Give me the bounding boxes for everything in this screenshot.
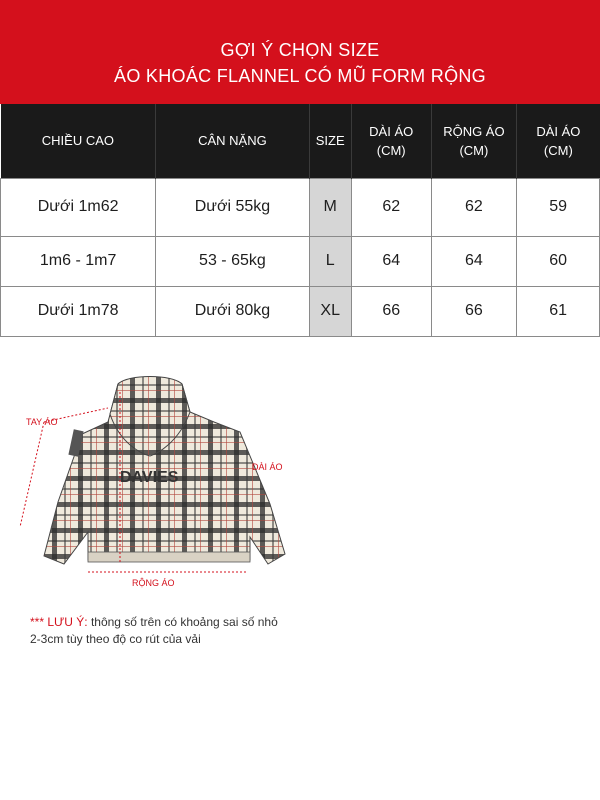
- cell-width: 62: [431, 178, 517, 236]
- cell-height: Dưới 1m78: [1, 286, 156, 336]
- cell-weight: 53 - 65kg: [156, 236, 309, 286]
- cell-weight: Dưới 80kg: [156, 286, 309, 336]
- column-header-weight: CÂN NẶNG: [156, 104, 309, 178]
- cell-sleeve: 59: [517, 178, 600, 236]
- column-header-height: CHIỀU CAO: [1, 104, 156, 178]
- length-label: DÀI ÁO: [252, 462, 283, 472]
- header-title-line2: ÁO KHOÁC FLANNEL CÓ MŨ FORM RỘNG: [114, 66, 486, 86]
- column-header-size: SIZE: [309, 104, 351, 178]
- column-header-width: RỘNG ÁO (CM): [431, 104, 517, 178]
- cell-weight: Dưới 55kg: [156, 178, 309, 236]
- cell-length: 66: [351, 286, 431, 336]
- cell-sleeve: 61: [517, 286, 600, 336]
- cell-height: 1m6 - 1m7: [1, 236, 156, 286]
- note-text: thông số trên có khoảng sai số nhỏ 2-3cm tùy theo độ co rút của vải: [30, 615, 278, 646]
- header-title-line1: GỢI Ý CHỌN SIZE: [220, 40, 380, 60]
- cell-width: 66: [431, 286, 517, 336]
- cell-width: 64: [431, 236, 517, 286]
- column-header-length: DÀI ÁO (CM): [351, 104, 431, 178]
- cell-sleeve: 60: [517, 236, 600, 286]
- width-label: RỘNG ÁO: [132, 578, 175, 588]
- brand-print: DAVIES: [120, 469, 179, 486]
- table-row: [1, 286, 600, 336]
- cell-size: L: [309, 236, 351, 286]
- header-banner: [0, 0, 600, 104]
- cell-length: 64: [351, 236, 431, 286]
- cell-size: M: [309, 178, 351, 236]
- sleeve-label: TAY ÁO: [26, 417, 58, 427]
- cell-size: XL: [309, 286, 351, 336]
- jacket-illustration: [44, 377, 285, 565]
- table-header-row: [1, 104, 600, 178]
- table-row: [1, 178, 600, 236]
- column-header-sleeve: DÀI ÁO (CM): [517, 104, 600, 178]
- measurement-note: [30, 614, 290, 648]
- cell-height: Dưới 1m62: [1, 178, 156, 236]
- size-chart-table: [0, 104, 600, 337]
- jacket-measurement-diagram: [0, 372, 300, 602]
- note-prefix: *** LƯU Ý:: [30, 615, 88, 629]
- table-row: [1, 236, 600, 286]
- cell-length: 62: [351, 178, 431, 236]
